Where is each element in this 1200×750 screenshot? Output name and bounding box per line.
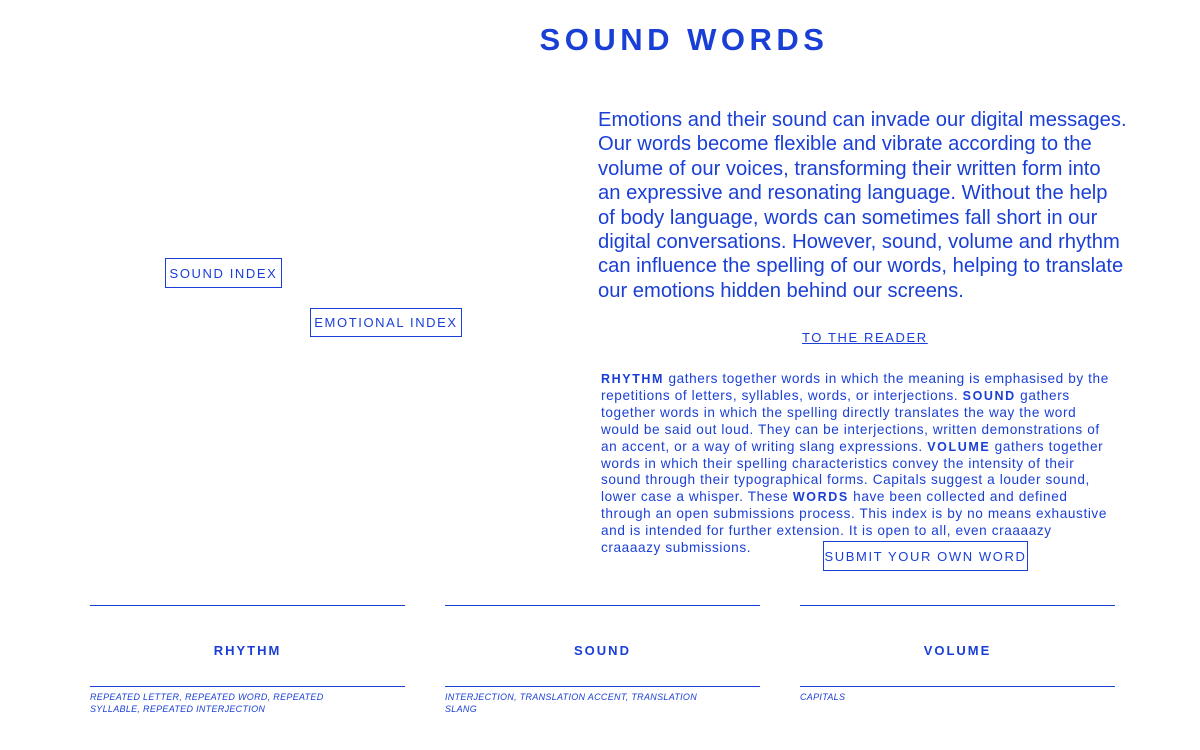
- page-title-wrap: [500, 22, 868, 58]
- sound-keyword: SOUND: [962, 388, 1016, 403]
- to-the-reader-link[interactable]: TO THE READER: [802, 330, 928, 345]
- divider: [90, 686, 405, 687]
- volume-description: gathers together words in which their spelling characteristics convey the intensity of their sound through their typographical forms. Capitals suggest a louder sound, lower case a whisper. These: [601, 438, 1104, 505]
- volume-subcategories: CAPITALS: [800, 692, 846, 702]
- sound-subcategories: INTERJECTION, TRANSLATION ACCENT, TRANSLATION SLANG: [445, 692, 698, 714]
- intro-paragraph: Emotions and their sound can invade our digital messages. Our words become flexible and vibrate according to the volume of our voices, transforming their written form into an expressive and resonating language. Without the help of body language, words can sometimes fall short in our digital conversations. However, sound, volume and rhythm can influence the spelling of our words, helping to translate our emotions hidden behind our screens.: [598, 109, 1127, 302]
- divider: [445, 686, 760, 687]
- rhythm-description: gathers together words in which the meaning is emphasised by the repetitions of letters, syllables, words, or interjections.: [601, 371, 1109, 403]
- submit-word-button[interactable]: SUBMIT YOUR OWN WORD: [823, 541, 1028, 571]
- sound-column: [445, 605, 760, 715]
- volume-keyword: VOLUME: [927, 439, 991, 454]
- sound-index-button[interactable]: SOUND INDEX: [165, 258, 282, 288]
- emotional-index-button[interactable]: EMOTIONAL INDEX: [310, 308, 462, 337]
- sound-category-link[interactable]: SOUND: [574, 643, 631, 658]
- sound-description: gathers together words in which the spelling directly translates the way the word would be said out loud. They can be interjections, written demonstrations of an accent, or a way of writing slang expressions.: [601, 387, 1100, 454]
- rhythm-column: [90, 605, 405, 715]
- volume-category-link[interactable]: VOLUME: [923, 643, 992, 658]
- rhythm-subcategories: REPEATED LETTER, REPEATED WORD, REPEATED SYLLABLE, REPEATED INTERJECTION: [90, 692, 324, 714]
- divider: [90, 605, 405, 606]
- divider: [800, 686, 1115, 687]
- rhythm-category-link[interactable]: RHYTHM: [213, 643, 282, 658]
- rhythm-keyword: RHYTHM: [601, 372, 665, 386]
- divider: [800, 605, 1115, 606]
- words-description: have been collected and defined through an open submissions process. This index is by no means exhaustive and is intended for further extension. It is open to all, even craaaazy craaaazy submissions.: [601, 489, 1107, 556]
- divider: [445, 605, 760, 606]
- words-keyword: WORDS: [792, 490, 849, 505]
- page-title: SOUND WORDS: [539, 22, 829, 57]
- description-text: [601, 371, 1111, 557]
- volume-column: [800, 605, 1115, 704]
